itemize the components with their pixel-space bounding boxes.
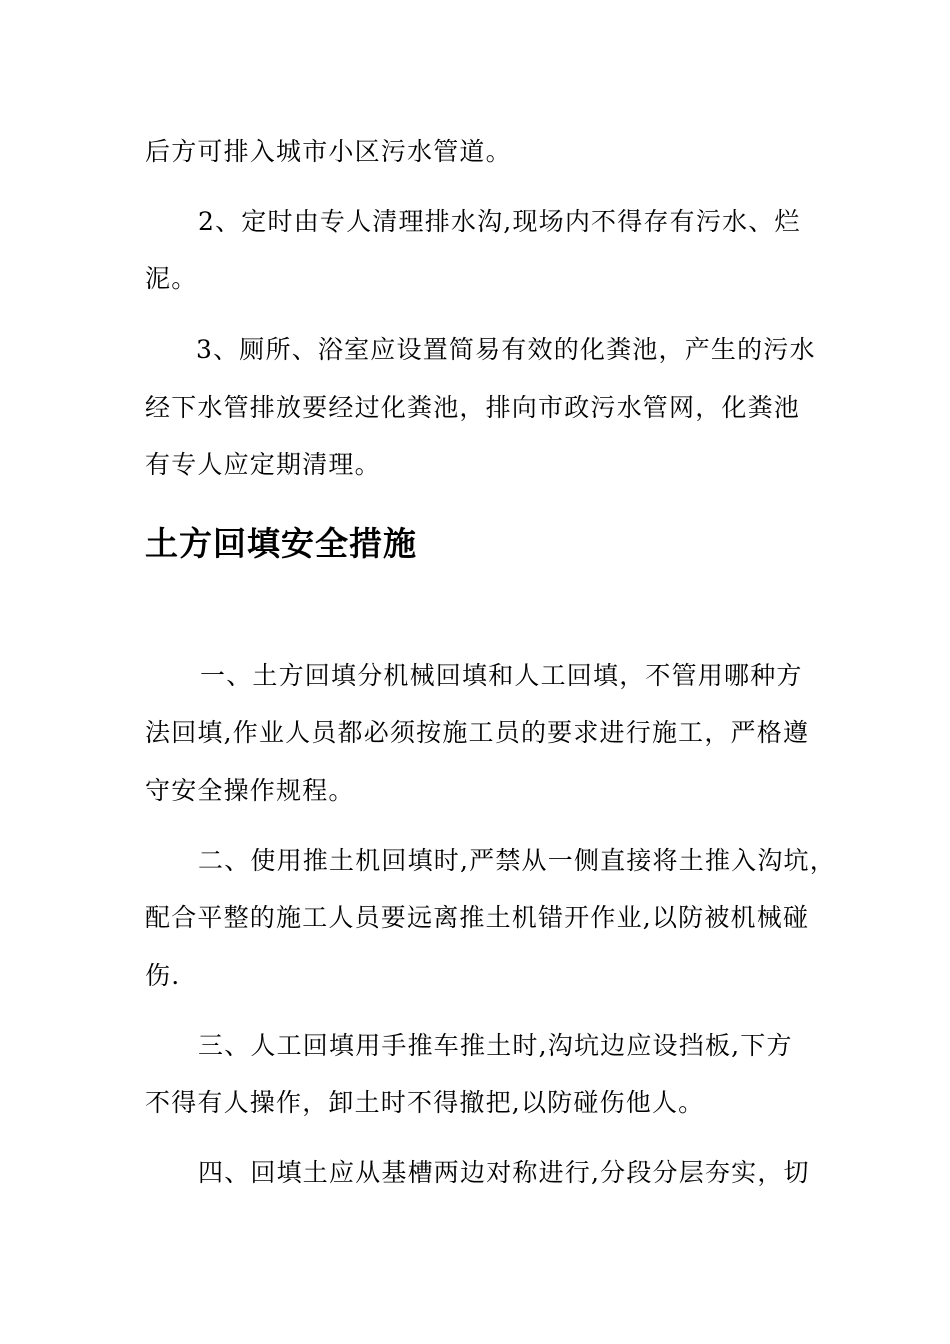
text-line: 泥。 <box>145 264 198 293</box>
text-line: 配合平整的施工人员要远离推土机错开作业,以防被机械碰 <box>145 903 810 932</box>
text-line: 守安全操作规程。 <box>145 776 355 805</box>
text-line: 二、使用推土机回填时,严禁从一侧直接将土推入沟坑， <box>198 846 836 875</box>
text-line: 法回填,作业人员都必须按施工员的要求进行施工，严格遵 <box>145 718 810 747</box>
text-line: 一、土方回填分机械回填和人工回填，不管用哪种方 <box>200 661 803 690</box>
text-line: 有专人应定期清理。 <box>145 450 381 479</box>
text-line: 后方可排入城市小区污水管道。 <box>145 137 512 166</box>
text-line: 伤. <box>145 961 181 990</box>
text-line: 3、厕所、浴室应设置简易有效的化粪池，产生的污水 <box>196 335 816 364</box>
text-line: 2、定时由专人清理排水沟,现场内不得存有污水、烂 <box>198 207 801 236</box>
section-heading: 土方回填安全措施 <box>145 524 417 563</box>
text-line: 四、回填土应从基槽两边对称进行,分段分层夯实，切 <box>198 1158 810 1187</box>
text-line: 经下水管排放要经过化粪池，排向市政污水管网，化粪池 <box>145 393 801 422</box>
text-line: 三、人工回填用手推车推土时,沟坑边应设挡板,下方 <box>198 1031 793 1060</box>
text-line: 不得有人操作，卸土时不得撤把,以防碰伤他人。 <box>145 1088 705 1117</box>
